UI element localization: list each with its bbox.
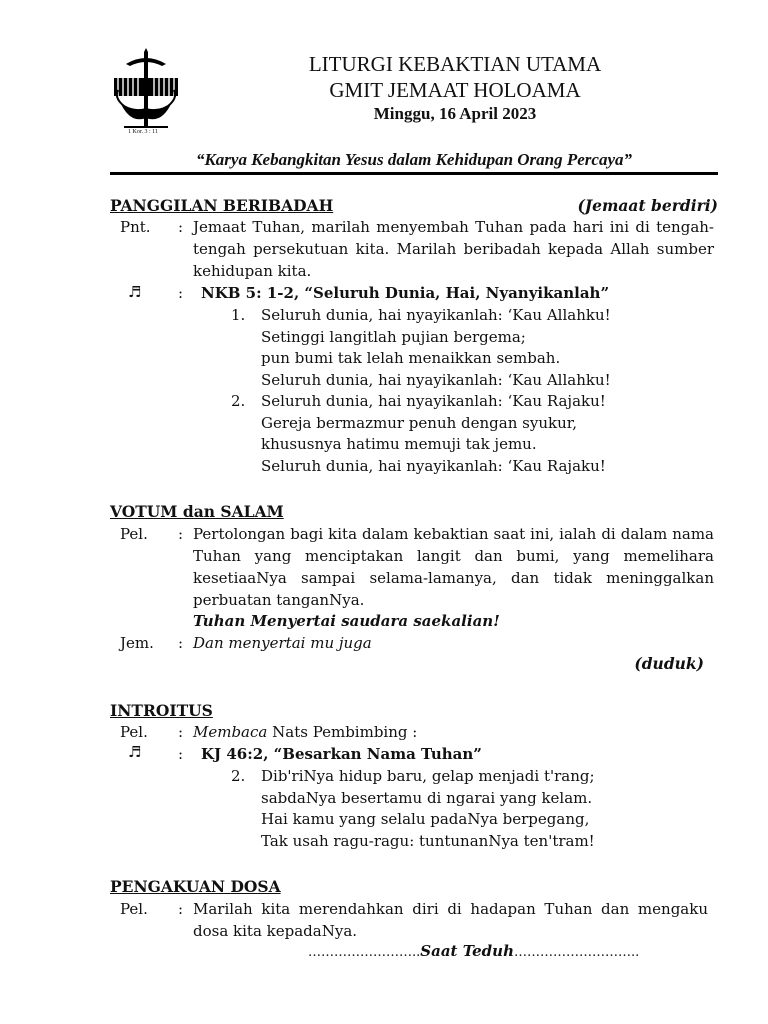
verse-number: 1. — [231, 306, 246, 324]
logo-motto: 1 Kor. 3 : 11 — [128, 129, 158, 135]
verse-line: Tak usah ragu-ragu: tuntunanNya ten'tram! — [261, 832, 595, 850]
verse-line: Seluruh dunia, hai nyayikanlah: ‘Kau Rajaku! — [261, 392, 606, 410]
section-heading-pengakuan: PENGAKUAN DOSA — [110, 877, 281, 896]
section-heading-panggilan: PANGGILAN BERIBADAH — [110, 196, 334, 215]
church-logo-icon — [110, 48, 182, 138]
votum-text: Pertolongan bagi kita dalam kebaktian saat ini, ialah di dalam nama Tuhan yang menciptakan langit dan bumi, yang memelihara kesetiaaNya sampai selama-lamanya, dan tidak meninggalkan perbuatan tanganNya. — [193, 525, 714, 609]
verse-line: Seluruh dunia, hai nyayikanlah: ‘Kau Allahku! — [261, 371, 611, 389]
verse-line: Dib'riNya hidup baru, gelap menjadi t'rang; — [261, 767, 595, 785]
speaker-label: Pel. — [120, 525, 148, 543]
verse-line: Hai kamu yang selalu padaNya berpegang, — [261, 810, 590, 828]
musical-note-icon: ♬ — [128, 743, 142, 761]
song-title: NKB 5: 1-2, “Seluruh Dunia, Hai, Nyanyikanlah” — [201, 284, 610, 302]
congregation-response: Dan menyertai mu juga — [193, 634, 372, 652]
verse-line: Gereja bermazmur penuh dengan syukur, — [261, 414, 578, 432]
speaker-label: Pnt. — [120, 218, 151, 236]
speaker-label: Jem. — [120, 634, 154, 652]
verse-line: sabdaNya besertamu di ngarai yang kelam. — [261, 789, 593, 807]
service-date: Minggu, 16 April 2023 — [373, 104, 537, 123]
section-heading-introitus: INTROITUS — [110, 701, 213, 720]
verse-line: pun bumi tak lelah menaikkan sembah. — [261, 349, 561, 367]
song-title: KJ 46:2, “Besarkan Nama Tuhan” — [201, 745, 482, 763]
liturgy-page: 1 Kor. 3 : 11 LITURGI KEBAKTIAN UTAMA GMIT JEMAAT HOLOAMA Minggu, 16 April 2023 “Karya Kebangkitan Yesus dalam Kehidupan Orang Percaya” PANGGILAN BERIBADAH (Jemaat berdiri) Pnt. : Jemaat Tuhan, marilah menyembah Tuhan pada hari ini di tengah-tengah persekutuan kita. Marilah beribadah kepada Allah sumber kehidupan kita. ♬ : NKB 5: 1-2, “Seluruh Dunia, Hai, Nyanyikanlah” 1. Seluruh dunia, hai nyayikanlah: ‘Kau Allahku! Setinggi langitlah pujian bergema; pun bumi tak lelah menaikkan sembah. Seluruh dunia, hai nyayikanlah: ‘Kau Allahku! 2. Seluruh dunia, hai nyayikanlah: ‘Kau Rajaku! Gereja bermazmur penuh dengan syukur, khususnya hatimu memuji tak jemu. Seluruh dunia, hai nyayikanlah: ‘Kau Rajaku! VOTUM dan SALAM Pel. : Pertolongan bagi kita dalam kebaktian saat ini, ialah di dalam nama Tuhan yang menciptakan langit dan bumi, yang memelihara kesetiaaNya sampai selama-lamanya, dan tidak meninggalkan perbuatan tanganNya. Tuhan Menyertai saudara saekalian! Jem. : Dan menyertai mu juga (duduk) INTROITUS Pel. : Membaca Nats Pembimbing : ♬ : KJ 46:2, “Besarkan Nama Tuhan” 2. Dib'riNya hidup baru, gelap menjadi t'rang; sabdaNya besertamu di ngarai yang kelam. Hai kamu yang selalu padaNya berpegang, Tak usah ragu-ragu: tuntunanNya ten'tram! PENGAKUAN DOSA Pel. : Marilah kita merendahkan diri di hadapan Tuhan dan mengaku dosa kita kepadaNya. ……………………..Saat Teduh……………………….. — [0, 0, 768, 1024]
congregation-name: GMIT JEMAAT HOLOAMA — [329, 78, 581, 102]
stand-note: (Jemaat berdiri) — [577, 196, 718, 215]
silent-prayer-line: ……………………..Saat Teduh……………………….. — [308, 942, 640, 960]
verse-number: 2. — [231, 767, 246, 785]
greeting-text: Tuhan Menyertai saudara saekalian! — [193, 612, 500, 630]
document-title: LITURGI KEBAKTIAN UTAMA — [308, 52, 602, 76]
verse-line: Setinggi langitlah pujian bergema; — [261, 328, 526, 346]
verse-line: khususnya hatimu memuji tak jemu. — [261, 435, 537, 453]
service-theme: “Karya Kebangkitan Yesus dalam Kehidupan Orang Percaya” — [195, 150, 633, 169]
verse-line: Seluruh dunia, hai nyayikanlah: ‘Kau Allahku! — [261, 306, 611, 324]
speaker-label: Pel. — [120, 900, 148, 918]
call-to-worship-text: Jemaat Tuhan, marilah menyembah Tuhan pada hari ini di tengah-tengah persekutuan kita. Marilah beribadah kepada Allah sumber kehidupan kita. — [193, 218, 714, 280]
section-heading-votum: VOTUM dan SALAM — [110, 502, 284, 521]
speaker-label: Pel. — [120, 723, 148, 741]
sit-note: (duduk) — [634, 654, 704, 673]
introitus-instruction: Membaca Nats Pembimbing : — [193, 723, 418, 741]
verse-line: Seluruh dunia, hai nyayikanlah: ‘Kau Rajaku! — [261, 457, 606, 475]
musical-note-icon: ♬ — [128, 283, 142, 301]
confession-text: Marilah kita merendahkan diri di hadapan Tuhan dan mengaku dosa kita kepadaNya. — [193, 900, 708, 940]
header-divider — [110, 172, 718, 175]
verse-number: 2. — [231, 392, 246, 410]
